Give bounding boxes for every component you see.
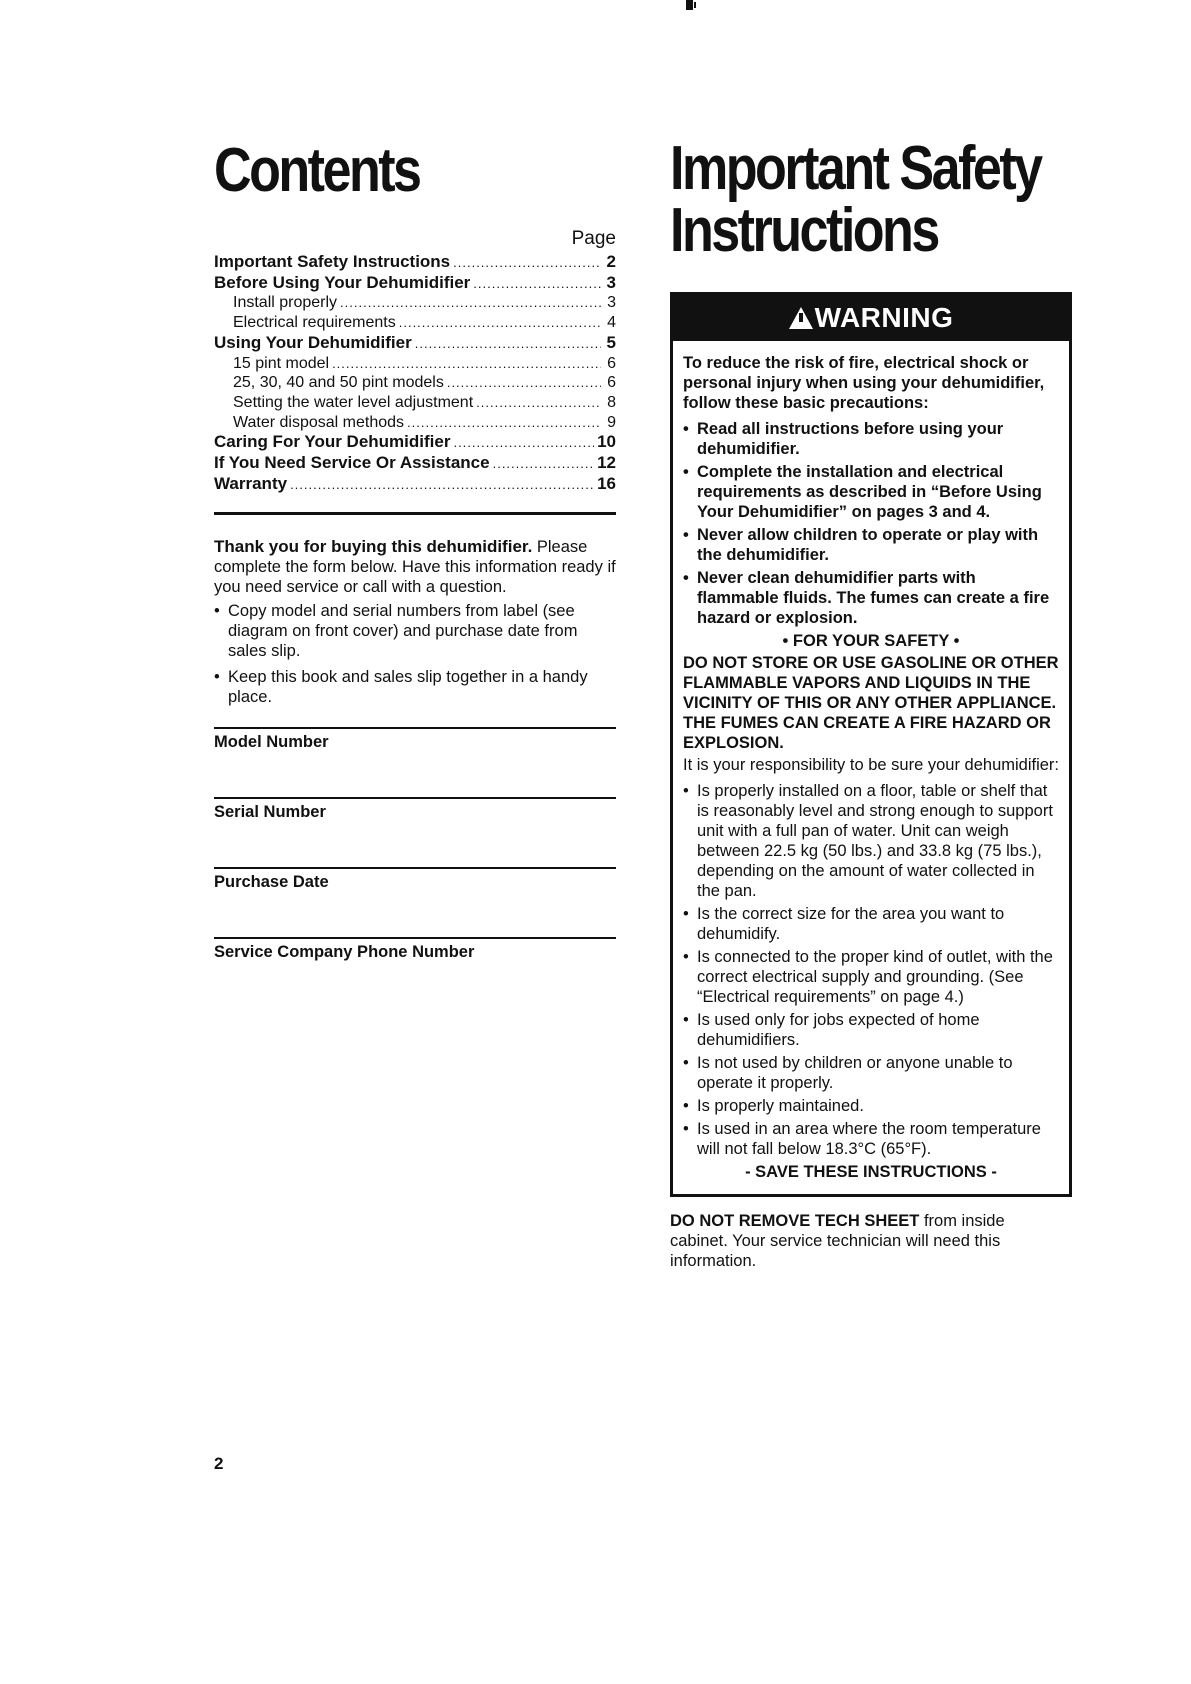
list-item: • Never clean dehumidifier parts with flammable fluids. The fumes can create a fire hazard or explosion. [683,568,1059,628]
toc-entry-label: Before Using Your Dehumidifier [214,272,471,292]
safety-title [670,134,1041,265]
record-form [214,727,616,1007]
toc-leader-dots [473,274,601,294]
toc-entry-page: 4 [607,314,616,332]
list-item: • Is the correct size for the area you want to dehumidify. [683,904,1059,944]
toc-entry [214,413,616,433]
model-number-field: Model Number [214,727,616,797]
tech-sheet-bold: DO NOT REMOVE TECH SHEET [670,1212,920,1230]
warning-triangle-icon [789,307,813,329]
toc-entry-page: 10 [597,432,616,452]
list-item: • Is properly installed on a floor, table or shelf that is reasonably level and strong enough to support unit with a full pan of water. Unit can weigh between 22.5 kg (50 lbs.) and 33.8 kg (75 lbs.), depending on the amount of water collected in the pan. [683,781,1059,901]
toc-entry-page: 12 [597,453,616,473]
toc-leader-dots [407,413,601,433]
toc-entry-label: Important Safety Instructions [214,252,451,271]
toc-entry [214,293,616,313]
warning-box [670,292,1072,1197]
toc-entry [214,393,616,413]
serial-number-field: Serial Number [214,797,616,867]
toc-entry [214,313,616,333]
list-item: • Never allow children to operate or play with the dehumidifier. [683,525,1059,565]
toc-entry-label: Using Your Dehumidifier [214,332,412,352]
toc-leader-dots [290,475,594,495]
toc-entry-page: 16 [597,473,616,493]
divider [214,512,616,515]
table-of-contents [214,252,616,494]
save-instructions: - SAVE THESE INSTRUCTIONS - [745,1163,997,1181]
flammable-warning: DO NOT STORE OR USE GASOLINE OR OTHER FLAMMABLE VAPORS AND LIQUIDS IN THE VICINITY OF THIS OR ANY OTHER APPLIANCE. THE FUMES CAN CREATE A FIRE HAZARD OR EXPLOSION. [683,654,1059,752]
toc-entry-label: If You Need Service Or Assistance [214,453,490,473]
safety-column [670,134,1072,1271]
toc-entry-page: 3 [606,272,616,292]
warning-header [673,295,1069,341]
toc-leader-dots [447,373,601,393]
toc-entry-page: 6 [607,374,616,392]
warning-label: WARNING [814,302,954,333]
contents-column [214,136,616,1007]
toc-entry-label: Caring For Your Dehumidifier [214,432,451,452]
list-item: • Is used only for jobs expected of home dehumidifiers. [683,1010,1059,1050]
page-column-heading: Page [571,228,616,249]
toc-entry-page: 3 [607,294,616,312]
toc-leader-dots [340,293,601,313]
toc-entry [214,474,616,495]
responsibility-intro: It is your responsibility to be sure your dehumidifier: [683,756,1060,774]
toc-entry-page: 9 [607,413,616,431]
list-item: • Is properly maintained. [683,1096,1059,1116]
toc-entry-label: Warranty [214,473,288,493]
safety-title-line1: Important Safety [670,134,1041,203]
service-phone-field: Service Company Phone Number [214,937,616,1007]
toc-entry [214,273,616,294]
toc-entry [214,333,616,354]
contents-title: Contents [214,136,420,205]
list-item: • Copy model and serial numbers from label (see diagram on front cover) and purchase date from sales slip. [214,601,616,661]
toc-entry-label: Install properly [233,294,338,312]
toc-entry-page: 2 [606,252,616,271]
thanks-rest: Please complete the form below. Have this information ready if you need service or call with a question. [214,538,616,597]
toc-leader-dots [476,393,601,413]
warning-body [673,341,1069,1194]
list-item: • Read all instructions before using your dehumidifier. [683,419,1059,459]
responsibility-list [683,781,1059,1159]
toc-entry-label: 15 pint model [233,354,330,372]
list-item: • Is used in an area where the room temperature will not fall below 18.3°C (65°F). [683,1119,1059,1159]
toc-entry [214,432,616,453]
toc-leader-dots [399,313,601,333]
toc-entry-label: Setting the water level adjustment [233,393,474,411]
toc-leader-dots [493,454,594,474]
warning-intro: To reduce the risk of fire, electrical shock or personal injury when using your dehumidifier, follow these basic precautions: [683,354,1045,412]
toc-entry [214,252,616,273]
toc-leader-dots [453,433,594,453]
toc-leader-dots [453,253,601,273]
thanks-paragraph [214,537,616,597]
toc-leader-dots [415,334,601,354]
toc-entry-label: Electrical requirements [233,314,396,332]
thanks-bold: Thank you for buying this dehumidifier. [214,537,533,557]
list-item: • Is not used by children or anyone unable to operate it properly. [683,1053,1059,1093]
purchase-date-field: Purchase Date [214,867,616,937]
thanks-bullets [214,601,616,707]
precautions-list [683,419,1059,628]
toc-entry [214,373,616,393]
page-number: 2 [214,1454,224,1473]
scan-mark [694,2,696,8]
list-item: • Is connected to the proper kind of outlet, with the correct electrical supply and grounding. (See “Electrical requirements” on page 4.) [683,947,1059,1007]
toc-entry [214,453,616,474]
tech-sheet-note [670,1211,1066,1271]
for-your-safety: • FOR YOUR SAFETY • [782,632,960,650]
list-item: • Complete the installation and electrical requirements as described in “Before Using Your Dehumidifier” on pages 3 and 4. [683,462,1059,522]
toc-entry-label: 25, 30, 40 and 50 pint models [233,374,444,392]
tech-sheet-rest: from inside cabinet. Your service technician will need this information. [670,1212,1005,1270]
list-item: • Keep this book and sales slip together in a handy place. [214,667,616,707]
toc-entry [214,354,616,374]
scan-mark [686,0,693,10]
toc-entry-label: Water disposal methods [233,413,405,431]
safety-title-line2: Instructions [670,196,938,265]
toc-leader-dots [332,354,601,374]
toc-entry-page: 6 [607,354,616,372]
toc-entry-page: 5 [606,332,616,352]
toc-entry-page: 8 [607,393,616,411]
